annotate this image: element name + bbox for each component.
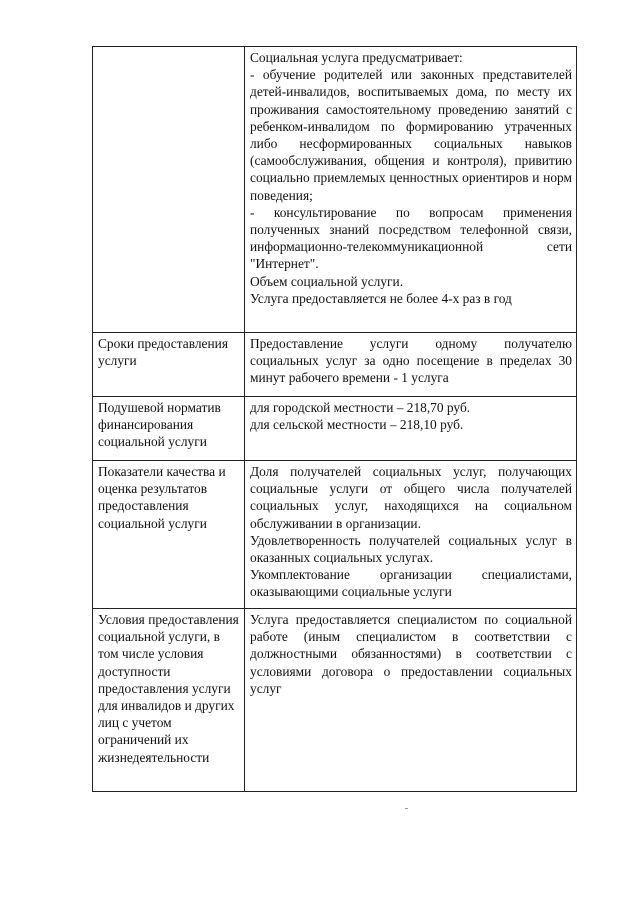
content-paragraph: Доля получателей социальных услуг, получающих социальные услуги от общего числа получателей социальных услуг, находящихся на социальном обслуживании в организации. bbox=[250, 464, 572, 531]
row-content bbox=[245, 47, 577, 333]
content-paragraph: Услуга предоставляется не более 4-х раз в год bbox=[250, 290, 512, 306]
content-paragraph: для городской местности – 218,70 руб. bbox=[250, 400, 471, 415]
row-label: Условия предоставления социальной услуги, в том числе условия доступности предоставления услуги для инвалидов и других лиц с учетом ограничений их жизнедеятельности bbox=[93, 609, 245, 792]
table-row bbox=[93, 461, 577, 609]
row-content bbox=[245, 461, 577, 609]
content-paragraph: - консультирование по вопросам применения полученных знаний посредством телефонной связи, информационно-телекоммуникационной сети "Интернет". bbox=[250, 204, 572, 272]
row-content bbox=[245, 333, 577, 397]
service-table bbox=[92, 46, 577, 792]
table-row bbox=[93, 47, 577, 333]
row-label: Подушевой норматив финансирования социальной услуги bbox=[93, 397, 245, 461]
content-paragraph: Социальная услуга предусматривает: bbox=[250, 50, 463, 65]
content-paragraph: для сельской местности – 218,10 руб. bbox=[250, 417, 464, 433]
scan-speck bbox=[405, 808, 408, 809]
table-row bbox=[93, 609, 577, 792]
content-paragraph: Удовлетворенность получателей социальных услуг в оказанных социальных услугах. bbox=[250, 532, 572, 566]
row-label: Показатели качества и оценка результатов предоставления социальной услуги bbox=[93, 461, 245, 609]
content-paragraph: Укомплектование организации специалистами, оказывающими социальные услуги bbox=[250, 567, 572, 600]
table-row bbox=[93, 397, 577, 461]
content-paragraph: - обучение родителей или законных представителей детей-инвалидов, воспитываемых дома, по месту их проживания самостоятельному проведению занятий с ребенком-инвалидом по формированию утраченных либо несформированных социальных навыков (самообслуживания, общения и контроля), привитию социально приемлемых ценностных ориентиров и норм поведения; bbox=[250, 67, 572, 203]
row-content bbox=[245, 609, 577, 792]
table-row bbox=[93, 333, 577, 397]
row-label: Сроки предоставления услуги bbox=[93, 333, 245, 397]
row-label bbox=[93, 47, 245, 333]
content-paragraph: Услуга предоставляется специалистом по социальной работе (иным специалистом в соответствии с должностными обязанностями) в соответствии с условиями договора о предоставлении социальных услуг bbox=[250, 612, 572, 696]
content-paragraph: Объем социальной услуги. bbox=[250, 273, 404, 289]
content-paragraph: Предоставление услуги одному получателю социальных услуг за одно посещение в пределах 30 минут рабочего времени - 1 услуга bbox=[250, 336, 572, 386]
row-content bbox=[245, 397, 577, 461]
